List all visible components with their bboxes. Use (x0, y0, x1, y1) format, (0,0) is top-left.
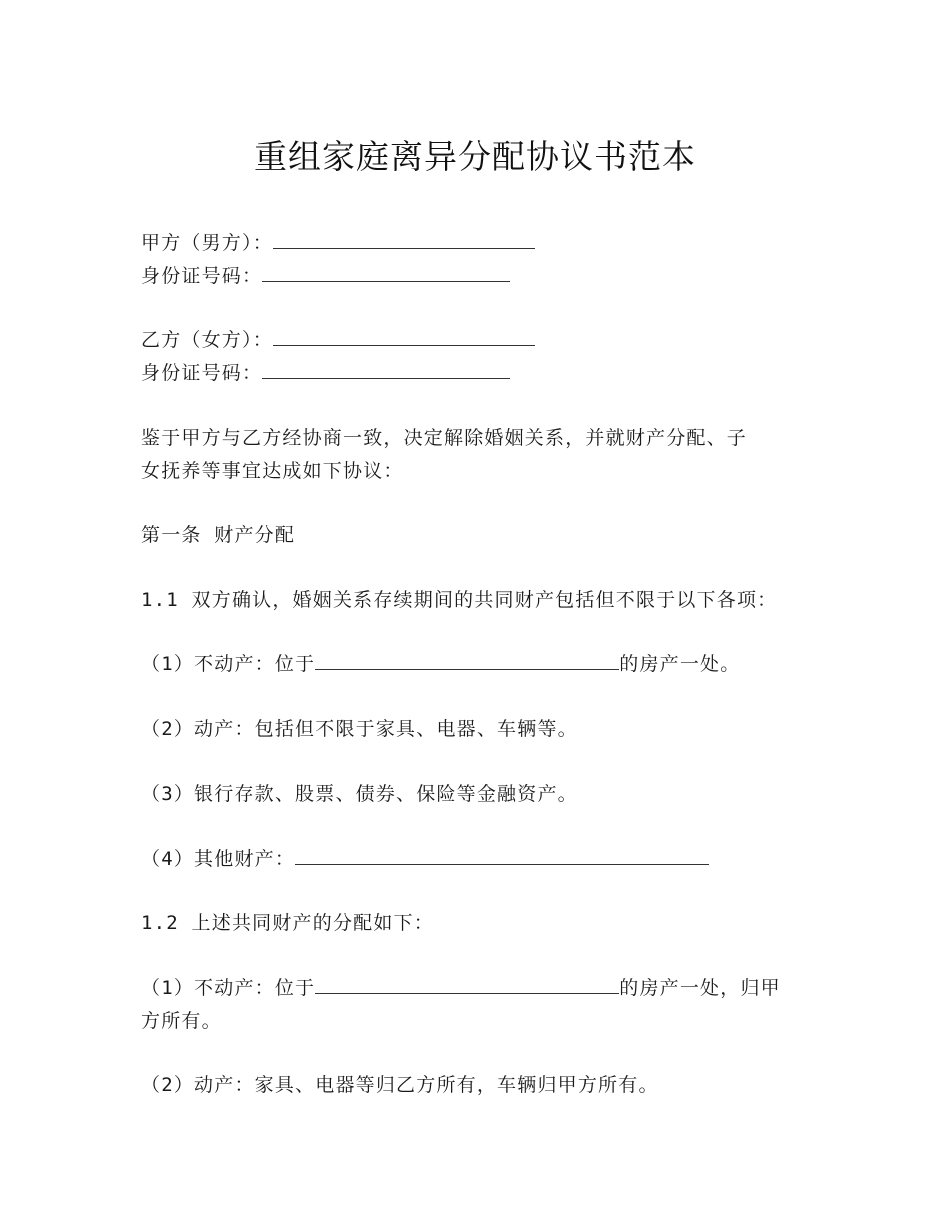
alloc-1-line-2: 方所有。 (141, 1010, 222, 1032)
clause-1-2: 1.2 上述共同财产的分配如下： (141, 912, 434, 934)
item-3-line: （3）银行存款、股票、债券、保险等金融资产。 (141, 783, 578, 805)
party-a-id-label: 身份证号码： (141, 265, 263, 287)
party-b-id-blank (262, 360, 510, 379)
alloc-1-prefix: （1）不动产：位于 (141, 977, 316, 999)
alloc-2-line: （2）动产：家具、电器等归乙方所有，车辆归甲方所有。 (141, 1074, 659, 1096)
party-a-label: 甲方（男方）： (141, 232, 273, 254)
alloc-1-location-blank (315, 975, 619, 994)
item-1-line (141, 651, 740, 677)
party-a-line (141, 230, 535, 256)
party-a-id-blank (262, 263, 510, 282)
party-a-id-line (141, 263, 510, 289)
item-4-blank (295, 846, 709, 865)
item-2-line: （2）动产：包括但不限于家具、电器、车辆等。 (141, 718, 578, 740)
party-b-id-line (141, 360, 510, 386)
party-b-line (141, 327, 535, 353)
party-b-label: 乙方（女方）： (141, 329, 273, 351)
article-1-heading: 第一条 财产分配 (141, 524, 296, 546)
party-b-name-blank (273, 327, 535, 346)
item-1-suffix: 的房产一处。 (619, 653, 741, 675)
item-1-location-blank (315, 651, 619, 670)
alloc-1-line (141, 975, 781, 1001)
preamble-line-2: 女抚养等事宜达成如下协议： (141, 460, 404, 482)
clause-1-1: 1.1 双方确认，婚姻关系存续期间的共同财产包括但不限于以下各项： (141, 589, 778, 611)
document-title: 重组家庭离异分配协议书范本 (254, 137, 696, 176)
party-b-id-label: 身份证号码： (141, 362, 263, 384)
item-4-prefix: （4）其他财产： (141, 848, 296, 870)
preamble-line-1: 鉴于甲方与乙方经协商一致，决定解除婚姻关系，并就财产分配、子 (141, 427, 748, 449)
item-4-line (141, 846, 709, 872)
item-1-prefix: （1）不动产：位于 (141, 653, 316, 675)
party-a-name-blank (273, 230, 535, 249)
alloc-1-suffix: 的房产一处，归甲 (619, 977, 781, 999)
